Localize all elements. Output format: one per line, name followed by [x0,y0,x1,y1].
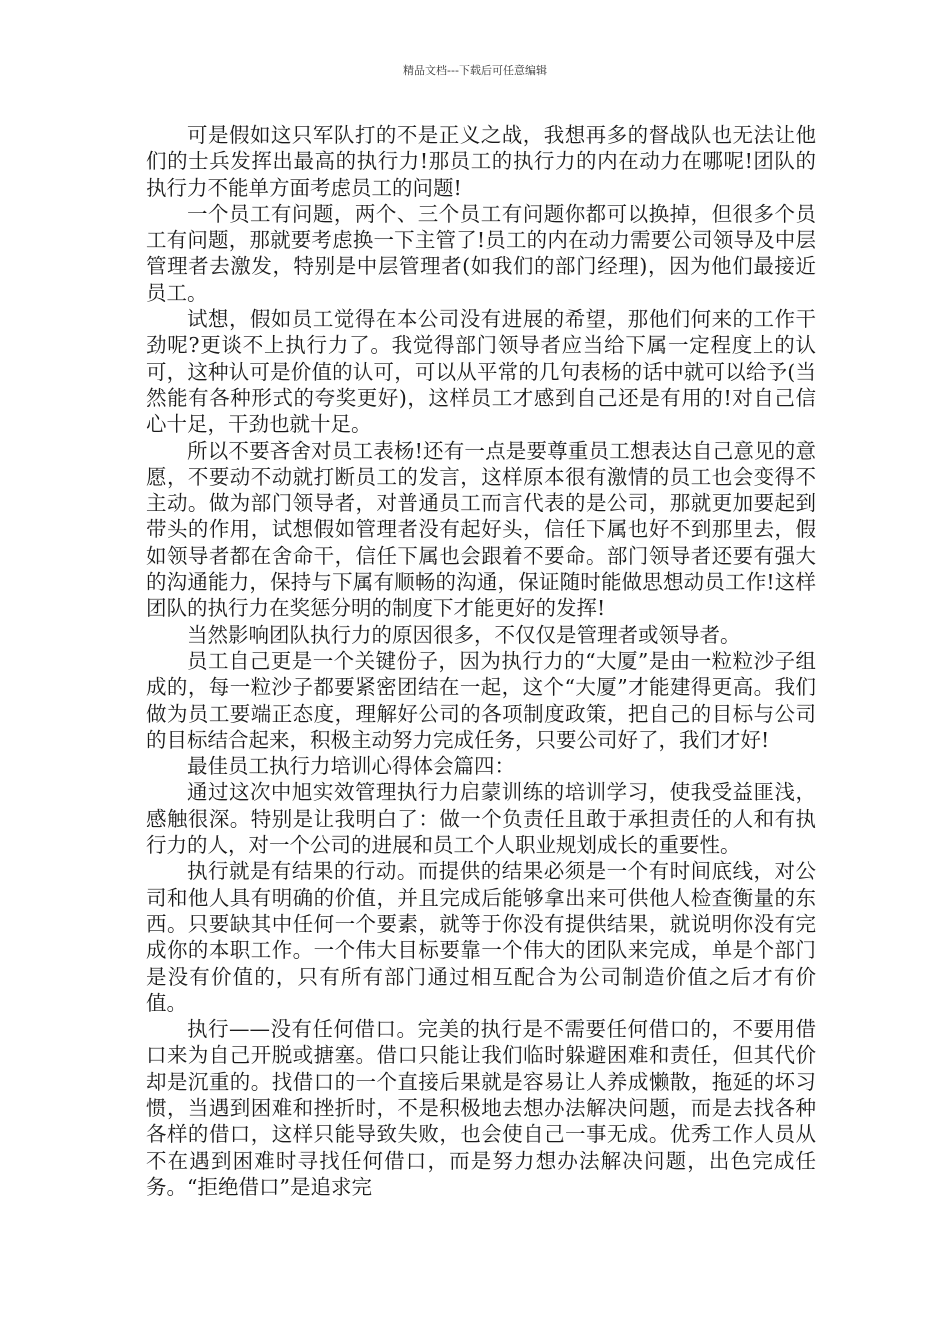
paragraph: 一个员工有问题，两个、三个员工有问题你都可以换掉，但很多个员工有问题，那就要考虑换一下主管了!员工的内在动力需要公司领导及中层管理者去激发，特别是中层管理者(如我们的部门经理)，因为他们最接近员工。 [146,201,816,305]
paragraph: 可是假如这只军队打的不是正义之战，我想再多的督战队也无法让他们的士兵发挥出最高的执行力!那员工的执行力的内在动力在哪呢!团队的执行力不能单方面考虑员工的问题! [146,123,816,200]
paragraph: 执行——没有任何借口。完美的执行是不需要任何借口的，不要用借口来为自己开脱或搪塞。借口只能让我们临时躲避困难和责任，但其代价却是沉重的。找借口的一个直接后果就是容易让人养成懒散，拖延的坏习惯，当遇到困难和挫折时，不是积极地去想办法解决问题，而是去找各种各样的借口，这样只能导致失败，也会使自己一事无成。优秀工作人员从不在遇到困难时寻找任何借口，而是努力想办法解决问题，出色完成任务。“拒绝借口”是追求完 [146,1017,816,1199]
paragraph: 通过这次中旭实效管理执行力启蒙训练的培训学习，使我受益匪浅，感触很深。特别是让我明白了：做一个负责任且敢于承担责任的人和有执行力的人，对一个公司的进展和员工个人职业规划成长的重要性。 [146,780,816,858]
paragraph: 所以不要吝舍对员工表杨!还有一点是要尊重员工想表达自己意见的意愿，不要动不动就打断员工的发言，这样原本很有激情的员工也会变得不主动。做为部门领导者，对普通员工而言代表的是公司，那就更加要起到带头的作用，试想假如管理者没有起好头，信任下属也好不到那里去，假如领导者都在舍命干，信任下属也会跟着不要命。部门领导者还要有强大的沟通能力，保持与下属有顺畅的沟通，保证随时能做思想动员工作!这样团队的执行力在奖惩分明的制度下才能更好的发挥! [146,438,816,621]
paragraph: 试想，假如员工觉得在本公司没有进展的希望，那他们何来的工作干劲呢?更谈不上执行力了。我觉得部门领导者应当给下属一定程度上的认可，这种认可是价值的认可，可以从平常的几句表杨的话中就可以给予(当然能有各种形式的夸奖更好)，这样员工才感到自己还是有用的!对自己信心十足，干劲也就十足。 [146,307,816,437]
paragraph: 员工自己更是一个关键份子，因为执行力的“大厦”是由一粒粒沙子组成的，每一粒沙子都要紧密团结在一起，这个“大厦”才能建得更高。我们做为员工要端正态度，理解好公司的各项制度政策，把自己的目标与公司的目标结合起来，积极主动努力完成任务，只要公司好了，我们才好! [146,648,816,752]
paragraph: 执行就是有结果的行动。而提供的结果必须是一个有时间底线，对公司和他人具有明确的价值，并且完成后能够拿出来可供他人检查衡量的东西。只要缺其中任何一个要素，就等于你没有提供结果，就说明你没有完成你的本职工作。一个伟大目标要靠一个伟大的团队来完成，单是个部门是没有价值的，只有所有部门通过相互配合为公司制造价值之后才有价值。 [146,859,816,1015]
section-heading: 最佳员工执行力培训心得体会篇四： [187,754,515,779]
paragraph: 当然影响团队执行力的原因很多，不仅仅是管理者或领导者。 [187,622,741,647]
document-body [146,122,816,1200]
page-header: 精品文档---下载后可任意编辑 [403,64,547,77]
